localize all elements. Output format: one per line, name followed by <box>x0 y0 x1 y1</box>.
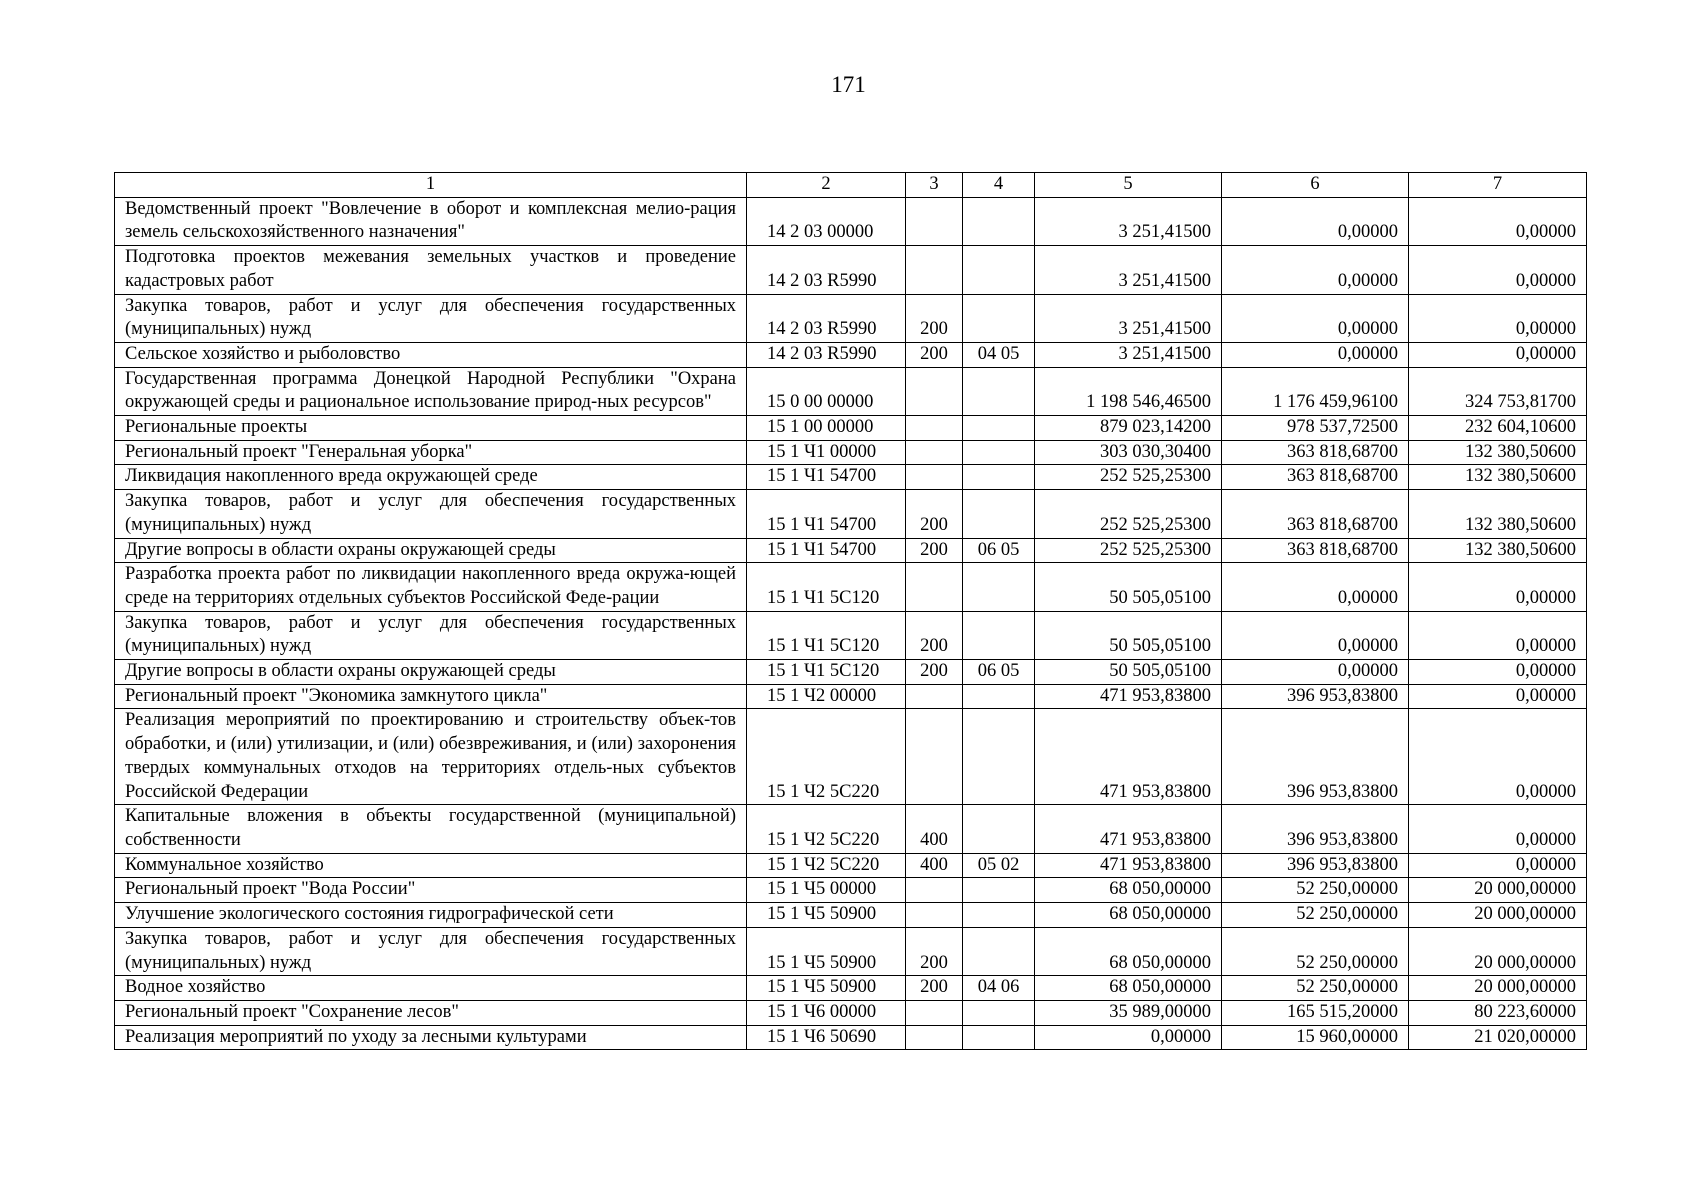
row-expense-type-cell: 200 <box>906 611 963 659</box>
row-expense-type-cell <box>906 440 963 465</box>
row-section-cell <box>963 197 1035 245</box>
row-section-cell <box>963 927 1035 975</box>
row-amount-3-cell: 0,00000 <box>1409 660 1587 685</box>
row-name-cell: Ликвидация накопленного вреда окружающей среде <box>115 465 747 490</box>
row-section-cell <box>963 903 1035 928</box>
row-name-cell: Другие вопросы в области охраны окружающей среды <box>115 660 747 685</box>
row-expense-type-cell: 200 <box>906 538 963 563</box>
table-row <box>115 927 1587 975</box>
row-section-cell <box>963 1025 1035 1050</box>
row-expense-type-cell <box>906 416 963 441</box>
row-code-cell: 15 1 Ч2 5С220 <box>747 709 906 805</box>
row-expense-type-cell: 200 <box>906 490 963 538</box>
row-expense-type-cell <box>906 709 963 805</box>
table-row <box>115 1025 1587 1050</box>
row-expense-type-cell <box>906 563 963 611</box>
row-code-cell: 15 1 Ч5 00000 <box>747 878 906 903</box>
row-amount-3-cell: 20 000,00000 <box>1409 903 1587 928</box>
row-code-cell: 15 1 Ч2 5С220 <box>747 853 906 878</box>
header-col-2: 2 <box>747 173 906 198</box>
row-amount-3-cell: 232 604,10600 <box>1409 416 1587 441</box>
row-amount-1-cell: 3 251,41500 <box>1035 342 1222 367</box>
row-amount-2-cell: 978 537,72500 <box>1222 416 1409 441</box>
header-col-4: 4 <box>963 173 1035 198</box>
row-name-cell: Закупка товаров, работ и услуг для обеспечения государственных (муниципальных) нужд <box>115 611 747 659</box>
row-name-cell: Сельское хозяйство и рыболовство <box>115 342 747 367</box>
table-row <box>115 490 1587 538</box>
row-name-cell: Реализация мероприятий по проектированию и строительству объек-тов обработки, и (или) утилизации, и (или) обезвреживания, и (или) захоронения твердых коммунальных отходов на территориях отдель-ных субъектов Российской Федерации <box>115 709 747 805</box>
row-expense-type-cell: 400 <box>906 853 963 878</box>
row-code-cell: 15 1 Ч1 00000 <box>747 440 906 465</box>
row-amount-1-cell: 50 505,05100 <box>1035 660 1222 685</box>
row-expense-type-cell <box>906 197 963 245</box>
row-name-cell: Подготовка проектов межевания земельных участков и проведение кадастровых работ <box>115 246 747 294</box>
row-amount-2-cell: 0,00000 <box>1222 611 1409 659</box>
header-col-5: 5 <box>1035 173 1222 198</box>
row-expense-type-cell: 200 <box>906 660 963 685</box>
row-amount-1-cell: 0,00000 <box>1035 1025 1222 1050</box>
table-row <box>115 367 1587 415</box>
table-row <box>115 416 1587 441</box>
row-amount-3-cell: 324 753,81700 <box>1409 367 1587 415</box>
row-expense-type-cell: 200 <box>906 927 963 975</box>
row-code-cell: 15 1 Ч1 54700 <box>747 465 906 490</box>
row-amount-1-cell: 35 989,00000 <box>1035 1000 1222 1025</box>
row-amount-3-cell: 132 380,50600 <box>1409 490 1587 538</box>
budget-table <box>114 172 1587 1050</box>
row-expense-type-cell: 200 <box>906 294 963 342</box>
table-row <box>115 563 1587 611</box>
row-amount-2-cell: 0,00000 <box>1222 294 1409 342</box>
row-name-cell: Региональный проект "Экономика замкнутого цикла" <box>115 684 747 709</box>
row-amount-2-cell: 52 250,00000 <box>1222 976 1409 1001</box>
row-code-cell: 15 1 Ч6 50690 <box>747 1025 906 1050</box>
row-amount-1-cell: 471 953,83800 <box>1035 684 1222 709</box>
row-section-cell <box>963 684 1035 709</box>
row-expense-type-cell <box>906 903 963 928</box>
row-amount-1-cell: 471 953,83800 <box>1035 805 1222 853</box>
row-section-cell <box>963 805 1035 853</box>
row-name-cell: Разработка проекта работ по ликвидации накопленного вреда окружа-ющей среде на территориях отдельных субъектов Российской Феде-рации <box>115 563 747 611</box>
row-section-cell <box>963 416 1035 441</box>
row-expense-type-cell <box>906 1025 963 1050</box>
row-amount-3-cell: 0,00000 <box>1409 684 1587 709</box>
row-amount-1-cell: 303 030,30400 <box>1035 440 1222 465</box>
header-col-1: 1 <box>115 173 747 198</box>
row-amount-3-cell: 0,00000 <box>1409 342 1587 367</box>
row-expense-type-cell <box>906 465 963 490</box>
row-amount-1-cell: 1 198 546,46500 <box>1035 367 1222 415</box>
row-section-cell <box>963 563 1035 611</box>
row-amount-2-cell: 363 818,68700 <box>1222 465 1409 490</box>
row-amount-2-cell: 396 953,83800 <box>1222 853 1409 878</box>
row-section-cell <box>963 490 1035 538</box>
table-row <box>115 440 1587 465</box>
header-col-7: 7 <box>1409 173 1587 198</box>
row-code-cell: 15 1 Ч6 00000 <box>747 1000 906 1025</box>
table-row <box>115 805 1587 853</box>
row-section-cell: 06 05 <box>963 660 1035 685</box>
row-amount-3-cell: 132 380,50600 <box>1409 465 1587 490</box>
table-row <box>115 853 1587 878</box>
table-body <box>115 197 1587 1050</box>
row-expense-type-cell <box>906 367 963 415</box>
row-name-cell: Ведомственный проект "Вовлечение в оборот и комплексная мелио-рация земель сельскохозяйственного назначения" <box>115 197 747 245</box>
row-code-cell: 15 1 Ч1 5С120 <box>747 563 906 611</box>
row-code-cell: 15 1 Ч1 5С120 <box>747 611 906 659</box>
row-amount-1-cell: 471 953,83800 <box>1035 853 1222 878</box>
row-amount-2-cell: 396 953,83800 <box>1222 805 1409 853</box>
row-amount-2-cell: 165 515,20000 <box>1222 1000 1409 1025</box>
row-amount-2-cell: 52 250,00000 <box>1222 903 1409 928</box>
table-row <box>115 246 1587 294</box>
row-amount-3-cell: 0,00000 <box>1409 709 1587 805</box>
row-amount-3-cell: 0,00000 <box>1409 563 1587 611</box>
row-amount-3-cell: 21 020,00000 <box>1409 1025 1587 1050</box>
table-row <box>115 660 1587 685</box>
row-section-cell <box>963 294 1035 342</box>
row-amount-1-cell: 252 525,25300 <box>1035 465 1222 490</box>
row-amount-2-cell: 363 818,68700 <box>1222 440 1409 465</box>
table-row <box>115 294 1587 342</box>
table-row <box>115 538 1587 563</box>
row-amount-3-cell: 0,00000 <box>1409 294 1587 342</box>
row-section-cell: 06 05 <box>963 538 1035 563</box>
row-code-cell: 15 1 Ч1 5С120 <box>747 660 906 685</box>
row-amount-1-cell: 3 251,41500 <box>1035 197 1222 245</box>
row-section-cell <box>963 246 1035 294</box>
row-name-cell: Капитальные вложения в объекты государственной (муниципальной) собственности <box>115 805 747 853</box>
row-expense-type-cell <box>906 1000 963 1025</box>
row-amount-2-cell: 1 176 459,96100 <box>1222 367 1409 415</box>
row-code-cell: 15 1 Ч1 54700 <box>747 490 906 538</box>
row-amount-2-cell: 15 960,00000 <box>1222 1025 1409 1050</box>
row-name-cell: Региональный проект "Сохранение лесов" <box>115 1000 747 1025</box>
row-amount-2-cell: 0,00000 <box>1222 563 1409 611</box>
page-number: 171 <box>831 72 866 97</box>
row-code-cell: 15 1 00 00000 <box>747 416 906 441</box>
row-amount-1-cell: 879 023,14200 <box>1035 416 1222 441</box>
row-amount-2-cell: 396 953,83800 <box>1222 684 1409 709</box>
row-amount-2-cell: 0,00000 <box>1222 197 1409 245</box>
row-name-cell: Улучшение экологического состояния гидрографической сети <box>115 903 747 928</box>
row-code-cell: 15 0 00 00000 <box>747 367 906 415</box>
row-name-cell: Закупка товаров, работ и услуг для обеспечения государственных (муниципальных) нужд <box>115 294 747 342</box>
row-amount-1-cell: 3 251,41500 <box>1035 294 1222 342</box>
row-amount-3-cell: 0,00000 <box>1409 611 1587 659</box>
row-amount-3-cell: 80 223,60000 <box>1409 1000 1587 1025</box>
row-amount-1-cell: 68 050,00000 <box>1035 927 1222 975</box>
row-name-cell: Другие вопросы в области охраны окружающей среды <box>115 538 747 563</box>
row-code-cell: 14 2 03 R5990 <box>747 342 906 367</box>
row-name-cell: Реализация мероприятий по уходу за лесными культурами <box>115 1025 747 1050</box>
row-amount-2-cell: 0,00000 <box>1222 246 1409 294</box>
row-name-cell: Закупка товаров, работ и услуг для обеспечения государственных (муниципальных) нужд <box>115 927 747 975</box>
header-col-3: 3 <box>906 173 963 198</box>
row-amount-1-cell: 252 525,25300 <box>1035 538 1222 563</box>
row-expense-type-cell <box>906 878 963 903</box>
row-amount-1-cell: 68 050,00000 <box>1035 878 1222 903</box>
row-name-cell: Водное хозяйство <box>115 976 747 1001</box>
row-section-cell <box>963 709 1035 805</box>
row-amount-3-cell: 20 000,00000 <box>1409 878 1587 903</box>
row-code-cell: 14 2 03 00000 <box>747 197 906 245</box>
row-name-cell: Коммунальное хозяйство <box>115 853 747 878</box>
row-amount-2-cell: 396 953,83800 <box>1222 709 1409 805</box>
row-section-cell <box>963 611 1035 659</box>
row-expense-type-cell: 400 <box>906 805 963 853</box>
row-code-cell: 14 2 03 R5990 <box>747 246 906 294</box>
row-amount-1-cell: 50 505,05100 <box>1035 611 1222 659</box>
row-expense-type-cell: 200 <box>906 976 963 1001</box>
row-amount-2-cell: 363 818,68700 <box>1222 538 1409 563</box>
table-header-row <box>115 173 1587 198</box>
row-name-cell: Закупка товаров, работ и услуг для обеспечения государственных (муниципальных) нужд <box>115 490 747 538</box>
table-row <box>115 709 1587 805</box>
row-amount-1-cell: 3 251,41500 <box>1035 246 1222 294</box>
row-section-cell <box>963 367 1035 415</box>
table-row <box>115 684 1587 709</box>
row-code-cell: 15 1 Ч2 5С220 <box>747 805 906 853</box>
row-section-cell: 04 06 <box>963 976 1035 1001</box>
table-row <box>115 878 1587 903</box>
table-row <box>115 197 1587 245</box>
row-amount-2-cell: 363 818,68700 <box>1222 490 1409 538</box>
row-section-cell <box>963 1000 1035 1025</box>
row-amount-1-cell: 471 953,83800 <box>1035 709 1222 805</box>
row-expense-type-cell <box>906 684 963 709</box>
row-amount-1-cell: 68 050,00000 <box>1035 976 1222 1001</box>
row-section-cell: 04 05 <box>963 342 1035 367</box>
row-amount-3-cell: 0,00000 <box>1409 853 1587 878</box>
row-code-cell: 14 2 03 R5990 <box>747 294 906 342</box>
row-amount-1-cell: 252 525,25300 <box>1035 490 1222 538</box>
row-code-cell: 15 1 Ч5 50900 <box>747 976 906 1001</box>
row-amount-2-cell: 52 250,00000 <box>1222 878 1409 903</box>
table-row <box>115 611 1587 659</box>
row-code-cell: 15 1 Ч1 54700 <box>747 538 906 563</box>
row-name-cell: Региональный проект "Генеральная уборка" <box>115 440 747 465</box>
row-section-cell: 05 02 <box>963 853 1035 878</box>
row-amount-2-cell: 52 250,00000 <box>1222 927 1409 975</box>
row-amount-3-cell: 132 380,50600 <box>1409 440 1587 465</box>
row-amount-3-cell: 20 000,00000 <box>1409 927 1587 975</box>
row-amount-2-cell: 0,00000 <box>1222 342 1409 367</box>
row-amount-3-cell: 20 000,00000 <box>1409 976 1587 1001</box>
table-row <box>115 465 1587 490</box>
table-row <box>115 1000 1587 1025</box>
row-amount-3-cell: 0,00000 <box>1409 197 1587 245</box>
header-col-6: 6 <box>1222 173 1409 198</box>
row-amount-1-cell: 68 050,00000 <box>1035 903 1222 928</box>
row-name-cell: Государственная программа Донецкой Народной Республики "Охрана окружающей среды и рациональное использование природ-ных ресурсов" <box>115 367 747 415</box>
row-amount-2-cell: 0,00000 <box>1222 660 1409 685</box>
row-amount-3-cell: 132 380,50600 <box>1409 538 1587 563</box>
row-amount-3-cell: 0,00000 <box>1409 246 1587 294</box>
row-amount-3-cell: 0,00000 <box>1409 805 1587 853</box>
row-section-cell <box>963 878 1035 903</box>
table-row <box>115 342 1587 367</box>
row-section-cell <box>963 465 1035 490</box>
row-code-cell: 15 1 Ч2 00000 <box>747 684 906 709</box>
table-row <box>115 976 1587 1001</box>
table-row <box>115 903 1587 928</box>
row-code-cell: 15 1 Ч5 50900 <box>747 903 906 928</box>
row-name-cell: Региональные проекты <box>115 416 747 441</box>
row-code-cell: 15 1 Ч5 50900 <box>747 927 906 975</box>
row-amount-1-cell: 50 505,05100 <box>1035 563 1222 611</box>
row-name-cell: Региональный проект "Вода России" <box>115 878 747 903</box>
row-section-cell <box>963 440 1035 465</box>
row-expense-type-cell <box>906 246 963 294</box>
row-expense-type-cell: 200 <box>906 342 963 367</box>
